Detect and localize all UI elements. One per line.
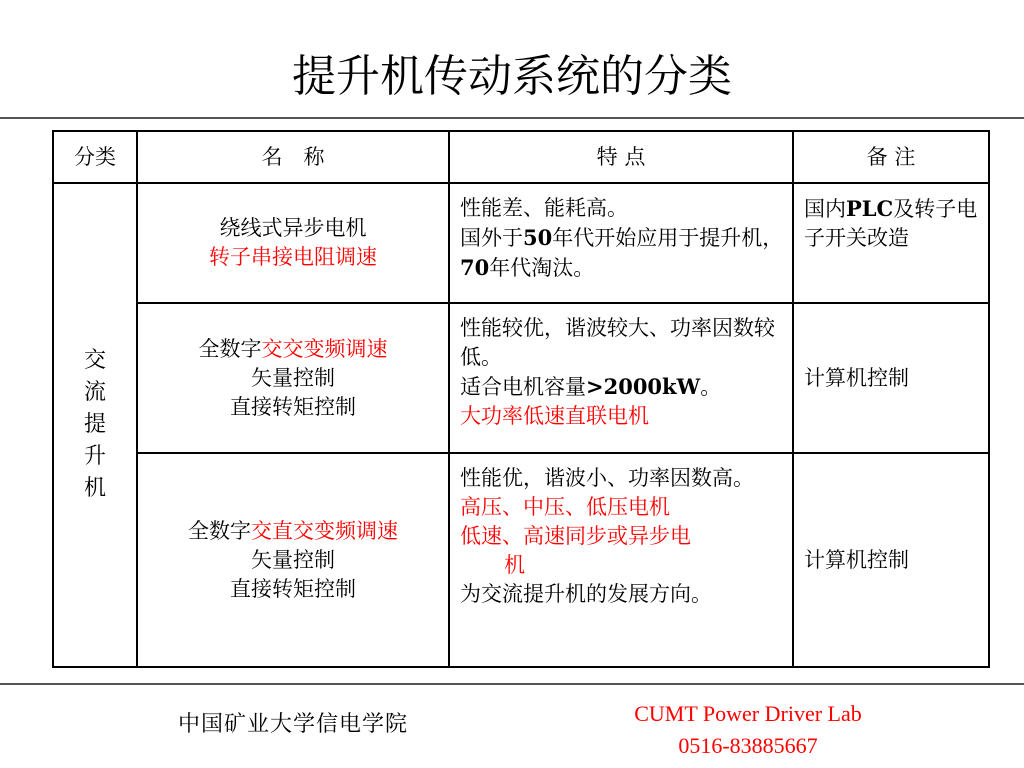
table-row xyxy=(53,183,989,303)
name-cell xyxy=(137,303,449,453)
top-divider xyxy=(0,117,1024,119)
header-features: 特 点 xyxy=(449,131,793,183)
name-line: 直接转矩控制 xyxy=(230,394,356,419)
footer-phone: 0516-83885667 xyxy=(678,733,818,758)
feature-line: 性能差、能耗高。 xyxy=(460,196,628,220)
feature-line: 性能优，谐波小、功率因数高。 xyxy=(460,466,754,490)
feature-line: 适合电机容量>2000kW。 xyxy=(460,374,722,399)
category-cell xyxy=(53,183,137,667)
category-label: 交流提升机 xyxy=(83,348,106,501)
classification-table xyxy=(52,130,990,668)
notes-cell: 计算机控制 xyxy=(793,453,989,667)
feature-line: 低速、高速同步或异步电 xyxy=(460,524,691,548)
table-row xyxy=(53,303,989,453)
name-line: 直接转矩控制 xyxy=(230,576,356,601)
feature-line: 性能较优，谐波较大、功率因数较低。 xyxy=(460,316,775,369)
notes-cell: 计算机控制 xyxy=(793,303,989,453)
feature-line: 为交流提升机的发展方向。 xyxy=(460,582,712,606)
name-line: 全数字交交变频调速 xyxy=(198,336,388,361)
notes-cell: 国内PLC及转子电子开关改造 xyxy=(793,183,989,303)
feature-line: 机 xyxy=(504,553,526,577)
header-category: 分类 xyxy=(53,131,137,183)
feature-line: 大功率低速直联电机 xyxy=(460,404,649,428)
footer-lab-info xyxy=(595,698,901,762)
feature-line: 高压、中压、低压电机 xyxy=(460,495,670,519)
name-cell xyxy=(137,183,449,303)
speed-control-method: 转子串接电阻调速 xyxy=(209,245,377,269)
slide-title: 提升机传动系统的分类 xyxy=(292,51,732,102)
name-line: 全数字交直交变频调速 xyxy=(188,518,398,543)
footer-lab-name: CUMT Power Driver Lab xyxy=(634,701,862,726)
motor-type: 绕线式异步电机 xyxy=(219,216,367,240)
bottom-divider xyxy=(0,683,1024,685)
features-cell xyxy=(449,453,793,667)
name-line: 矢量控制 xyxy=(251,365,335,390)
name-cell xyxy=(137,453,449,667)
header-notes: 备 注 xyxy=(793,131,989,183)
table-row xyxy=(53,453,989,667)
features-cell xyxy=(449,183,793,303)
name-line: 矢量控制 xyxy=(251,547,335,572)
footer-school: 中国矿业大学信电学院 xyxy=(178,712,409,737)
table-header-row xyxy=(53,131,989,183)
features-cell xyxy=(449,303,793,453)
feature-line: 国外于50年代开始应用于提升机，70年代淘汰。 xyxy=(460,225,784,280)
header-name: 名 称 xyxy=(137,131,449,183)
